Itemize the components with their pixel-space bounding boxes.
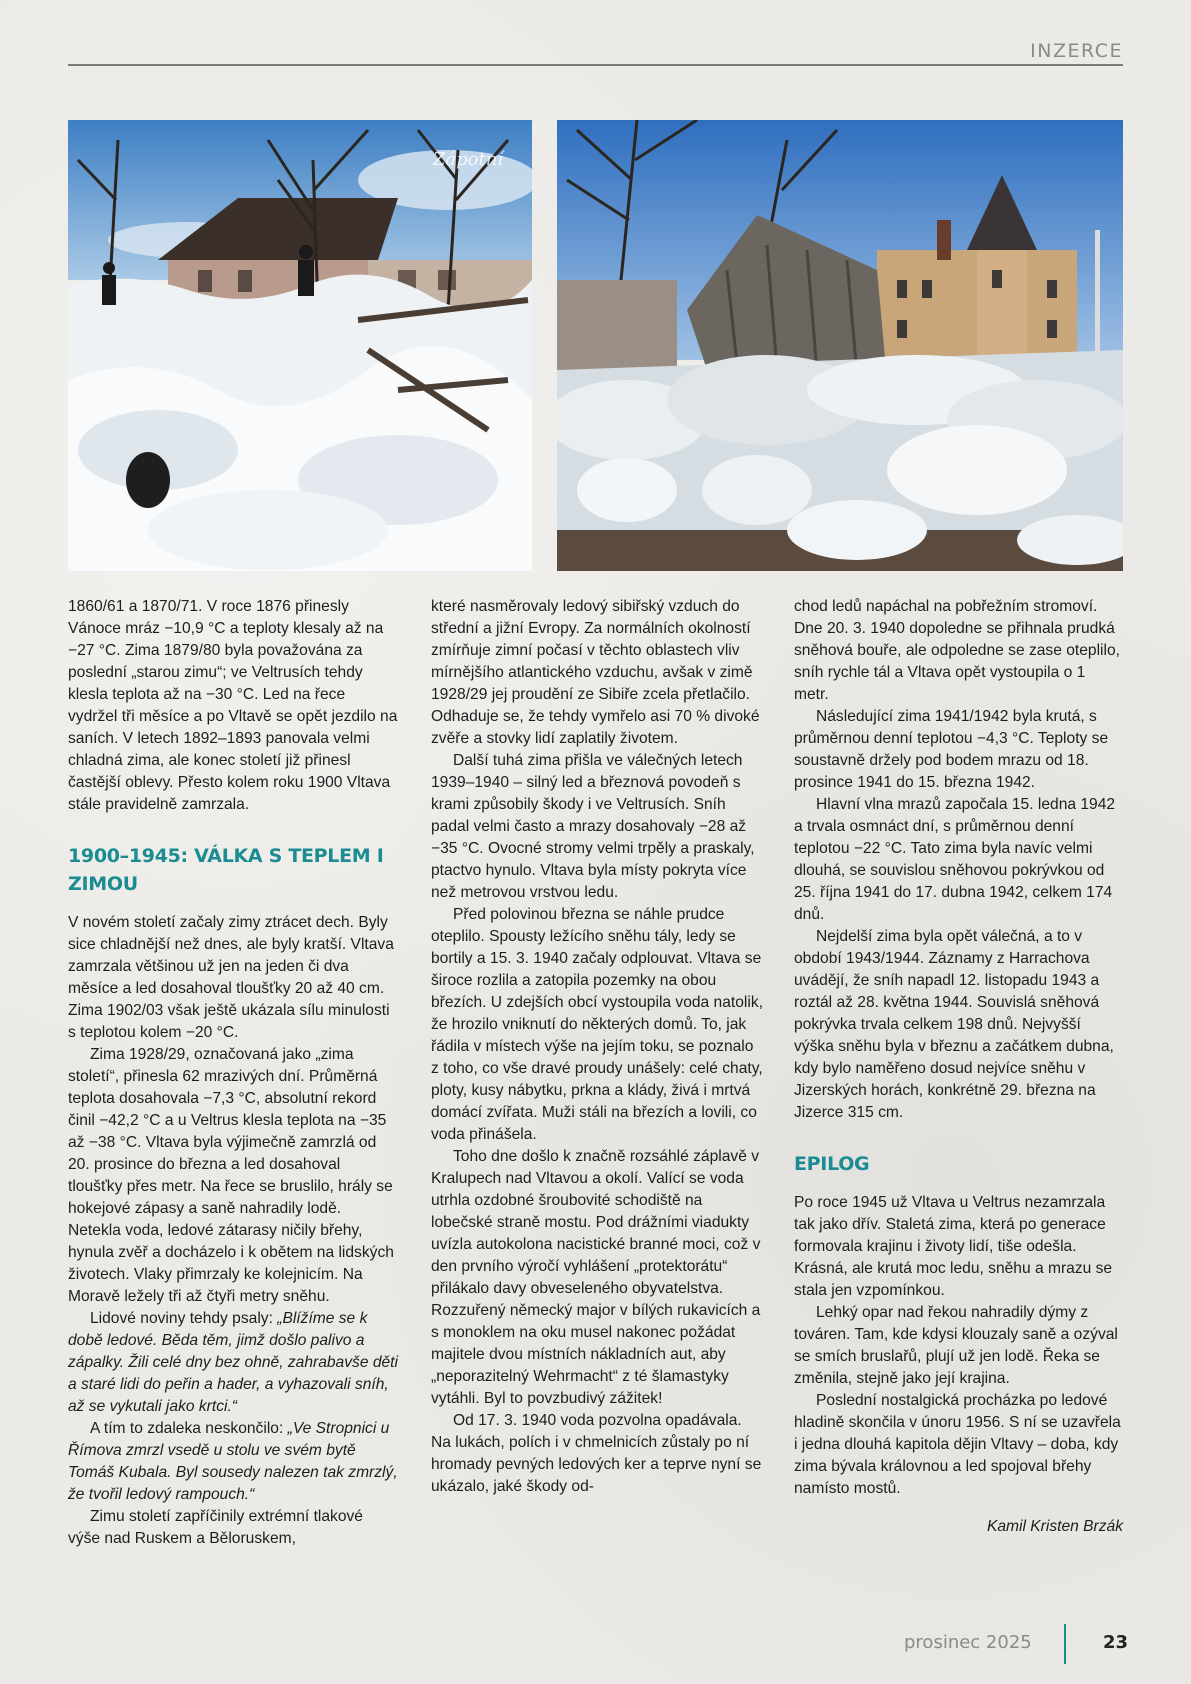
header-rule [68, 64, 1123, 66]
article-column-2 [431, 596, 763, 1498]
paragraph: 1860/61 a 1870/71. V roce 1876 přinesly Vánoce mráz −10,9 °C a teploty klesaly až na −27 °C. Zima 1879/80 byla považována za poslední „starou zimu“; ve Veltrusích tehdy klesla teplota až na −30 °C. Led na řece vydržel tři měsíce a po Vltavě se opět jezdilo na saních. V letech 1892–1893 panovala velmi chladná zima, ale konec století již přinesl častější oblevy. Přesto kolem roku 1900 Vltava stále pravidelně zamrzala. [68, 598, 398, 813]
article-column-1 [68, 596, 398, 1550]
paragraph: Poslední nostalgická procházka po ledové hladině skončila v únoru 1956. S ní se uzavřela i jedna dlouhá kapitola dějin Vltavy – doba, kdy zima bývala královnou a led spojoval břehy namísto mostů. [794, 1392, 1121, 1497]
quote-lead: A tím to zdaleka neskončilo: [90, 1420, 288, 1437]
section-heading-1900-1945: 1900–1945: VÁLKA S TEPLEM I ZIMOU [68, 845, 384, 895]
paragraph: Lehký opar nad řekou nahradily dýmy z továren. Tam, kde kdysi klouzaly saně a ozýval se smích bruslařů, plují už jen lodě. Řeka se změnila, stejně jako její krajina. [794, 1304, 1118, 1387]
paragraph: Po roce 1945 už Vltava u Veltrus nezamrzala tak jako dřív. Staletá zima, která po generace formovala krajinu i životy lidí, tiše odešla. Krásná, ale krutá moc ledu, sněhu a mrazu se stala jen vzpomínkou. [794, 1194, 1113, 1299]
footer-divider [1064, 1624, 1066, 1664]
paragraph: V novém století začaly zimy ztrácet dech. Byly sice chladnější než dnes, ale byly kratší. Vltava zamrzala většinou už jen na jeden či dva měsíce a led dosahoval tloušťky 20 až 40 cm. Zima 1902/03 však ještě ukázala sílu minulosti s teplotou kolem −20 °C. [68, 914, 394, 1041]
paragraph: Před polovinou března se náhle prudce oteplilo. Spousty ležícího sněhu tály, ledy se bortily a 15. 3. 1940 začaly odplouvat. Vltava se široce rozlila a zatopila pozemky na obou březích. U zdejších obcí vystoupila voda natolik, že hrozilo vniknutí do některých domů. To, jak řádila v místech výše na jejím toku, se poznalo z toho, co vše dravé proudy unášely: celé chaty, ploty, kusy nábytku, prkna a klády, živá i mrtvá domácí zvířata. Muži stáli na březích a lovili, co voda přinášela. [431, 906, 763, 1143]
paragraph-quote-stropnice [68, 1418, 398, 1506]
paragraph: Následující zima 1941/1942 byla krutá, s průměrnou denní teplotou −4,3 °C. Teploty se soustavně držely pod bodem mrazu od 18. prosince 1941 do 15. března 1942. [794, 708, 1109, 791]
quote-text: „Ve Stropnici u Římova zmrzl vsedě u stolu ve svém bytě Tomáš Kubala. Byl sousedy nalezen tak zmrzlý, že tvořil ledový rampouch.“ [68, 1420, 398, 1503]
paragraph: Od 17. 3. 1940 voda pozvolna opadávala. Na lukách, polích i v chmelnicích zůstaly po ní hromady pevných ledových ker a teprve nyní se ukázalo, jaké škody od- [431, 1412, 762, 1495]
paragraph: Nejdelší zima byla opět válečná, a to v období 1943/1944. Záznamy z Harrachova uvádějí, že sníh napadl 12. listopadu 1943 a roztál až 28. května 1944. Souvislá sněhová pokrývka trvala celkem 198 dnů. Nejvyšší výška sněhu byla v březnu a začátkem dubna, kdy bylo naměřeno dosud nejvíce sněhu v Jizerských horách, konkrétně 29. března na Jizerce 315 cm. [794, 928, 1114, 1121]
section-heading-epilog: EPILOG [794, 1153, 870, 1175]
article-column-3 [794, 596, 1123, 1538]
paragraph: chod ledů napáchal na pobřežním stromoví. Dne 20. 3. 1940 dopoledne se přihnala prudká sněhová bouře, ale odpoledne se zase oteplilo, sníh rychle tál a Vltava opět vystoupila o 1 metr. [794, 598, 1120, 703]
photo-watermark: Zápotní [432, 149, 504, 170]
photo-left-illustration [68, 120, 532, 571]
paragraph: Toho dne došlo k značně rozsáhlé záplavě v Kralupech nad Vltavou a okolí. Valící se voda utrhla ozdobné šroubovité schodiště na lobečské straně mostu. Pod drážními viadukty uvízla autokolona nacistické branné moci, což v den prvního výročí vyhlášení „protektorátu“ přilákalo davy obveseleného obyvatelstva. Rozzuřený německý major v bílých rukavicích a s monoklem na oku musel nakonec požádat majitele dvou místních nákladních aut, aby „neporazitelný Wehrmacht“ z té šlamastyky vytáhli. Byl to povzbudivý zážitek! [431, 1148, 761, 1407]
quote-text: „Blížíme se k době ledové. Běda těm, jimž došlo palivo a zápalky. Žili celé dny bez ohně, zahrabavše děti a staré lidi do peřin a hader, a vyhazovali sníh, až se vykutali jako krtci.“ [68, 1310, 398, 1415]
paragraph: Hlavní vlna mrazů započala 15. ledna 1942 a trvala osmnáct dní, s průměrnou denní teplotou −22 °C. Tato zima byla navíc velmi dlouhá, se souvislou sněhovou pokrývkou od 25. října 1941 do 17. dubna 1942, celkem 174 dnů. [794, 796, 1116, 923]
paragraph: Zima 1928/29, označovaná jako „zima století“, přinesla 62 mrazivých dní. Průměrná teplota dosahovala −7,3 °C, absolutní rekord činil −42,2 °C a u Veltrus klesla teplota na −35 až −38 °C. Vltava byla výjimečně zamrzlá od 20. prosince do března a led dosahoval tloušťky přes metr. Na řece se bruslilo, hrály se hokejové zápasy a saně nahradily lodě. Netekla voda, ledové zátarasy ničily břehy, hynula zvěř a docházelo i k obětem na lidských životech. Vlaky přimrzaly ke kolejnicím. Na Moravě ležely tři až čtyři metry sněhu. [68, 1046, 394, 1305]
section-label: INZERCE [1030, 40, 1123, 62]
paragraph: Další tuhá zima přišla ve válečných letech 1939–1940 – silný led a březnová povodeň s krami způsobily škody i ve Veltrusích. Sníh padal velmi často a mrazy dosahovaly −28 až −35 °C. Ovocné stromy velmi trpěly a praskaly, ptactvo hynulo. Vltava byla místy pokryta více než metrovou vrstvou ledu. [431, 752, 755, 901]
paragraph: Zimu století zapříčinily extrémní tlakové výše nad Ruskem a Běloruskem, [68, 1508, 363, 1547]
issue-date: prosinec 2025 [904, 1632, 1032, 1653]
photo-ice-floes-shed [557, 120, 1123, 571]
paragraph: které nasměrovaly ledový sibiřský vzduch do střední a jižní Evropy. Za normálních okolností zmírňuje zimní počasí v těchto oblastech vliv mírnějšího atlantického vzduchu, avšak v zimě 1928/29 jej proudění ze Sibiře zcela přetlačilo. Odhaduje se, že tehdy vymřelo asi 70 % divoké zvěře a stovky lidí zaplatily životem. [431, 598, 760, 747]
page-number: 23 [1103, 1632, 1129, 1653]
photo-frozen-river-house [68, 120, 532, 571]
paragraph-quote-lidove-noviny [68, 1308, 398, 1418]
photo-right-illustration [557, 120, 1123, 571]
author-signature: Kamil Kristen Brzák [986, 1518, 1123, 1535]
quote-lead: Lidové noviny tehdy psaly: [90, 1310, 278, 1327]
